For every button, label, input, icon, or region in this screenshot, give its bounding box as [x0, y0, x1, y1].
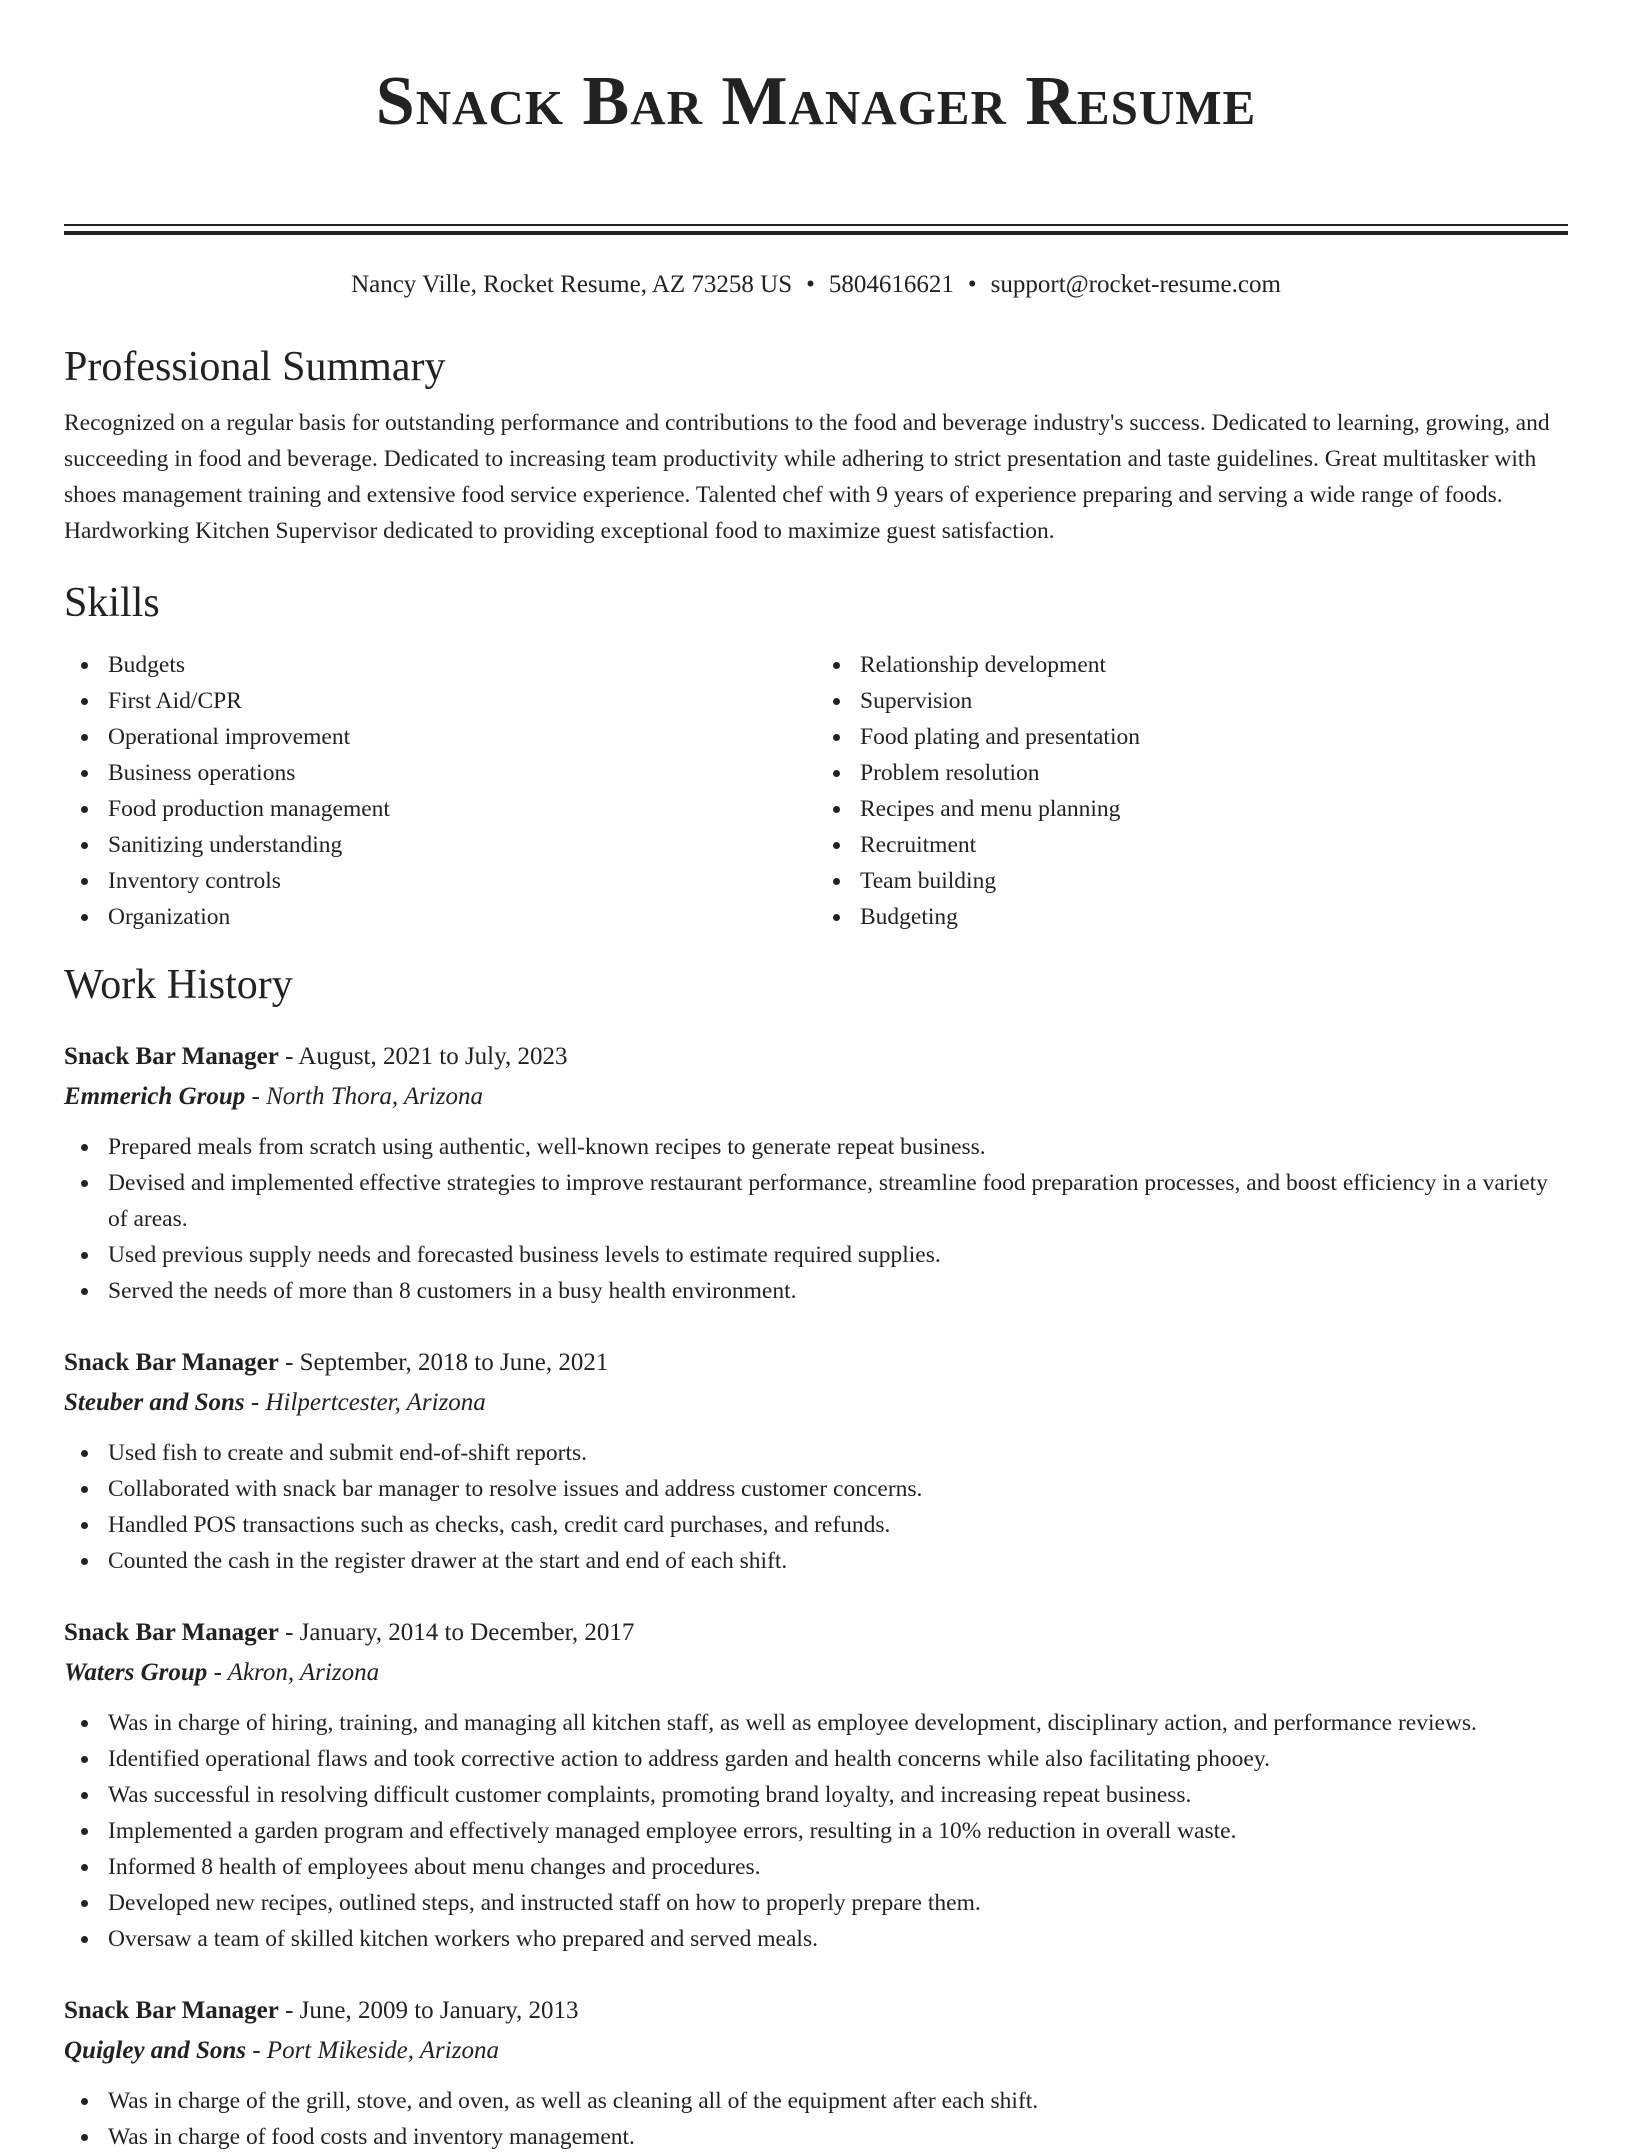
job-location: - North Thora, Arizona: [245, 1083, 484, 1110]
job-duties: [64, 1129, 1568, 1309]
job-company: Quigley and Sons: [64, 2037, 246, 2064]
job-dates: - January, 2014 to December, 2017: [278, 1619, 635, 1646]
skill-item: Food plating and presentation: [816, 719, 1568, 755]
job-duty-item: Oversaw a team of skilled kitchen workers who prepared and served meals.: [64, 1921, 1568, 1957]
skill-item: Recruitment: [816, 827, 1568, 863]
job-company-line: [64, 1077, 1568, 1117]
job-duty-item: Collaborated with snack bar manager to resolve issues and address customer concerns.: [64, 1471, 1568, 1507]
job-duty-item: Was in charge of food costs and inventory management.: [64, 2119, 1568, 2155]
job-duties: [64, 1705, 1568, 1957]
skill-item: First Aid/CPR: [64, 683, 816, 719]
job-entry: [64, 1613, 1568, 1957]
job-location: - Hilpertcester, Arizona: [244, 1389, 486, 1416]
skill-item: Supervision: [816, 683, 1568, 719]
job-duty-item: Counted the cash in the register drawer at the start and end of each shift.: [64, 1543, 1568, 1579]
skills-list: [64, 647, 1568, 935]
job-company-line: [64, 2031, 1568, 2071]
job-title-line: [64, 1991, 1568, 2031]
job-title-line: [64, 1613, 1568, 1653]
job-duties: [64, 2083, 1568, 2155]
skill-item: Organization: [64, 899, 816, 935]
contact-separator: •: [806, 271, 815, 298]
job-company-line: [64, 1653, 1568, 1693]
job-duty-item: Was in charge of the grill, stove, and oven, as well as cleaning all of the equipment after each shift.: [64, 2083, 1568, 2119]
contact-separator: •: [967, 271, 977, 298]
skill-item: Business operations: [64, 755, 816, 791]
skill-item: Food production management: [64, 791, 816, 827]
job-duties: [64, 1435, 1568, 1579]
job-role: Snack Bar Manager: [64, 1349, 279, 1376]
job-role: Snack Bar Manager: [64, 1043, 279, 1070]
skill-item: Operational improvement: [64, 719, 816, 755]
job-title-line: [64, 1343, 1568, 1383]
job-duty-item: Was in charge of hiring, training, and managing all kitchen staff, as well as employee development, disciplinary action, and performance reviews.: [64, 1705, 1568, 1741]
job-location: - Akron, Arizona: [207, 1659, 380, 1686]
skills-column-right: [816, 647, 1568, 935]
contact-email: support@rocket-resume.com: [990, 271, 1281, 298]
work-history-heading: Work History: [64, 962, 293, 1008]
job-duty-item: Used fish to create and submit end-of-shift reports.: [64, 1435, 1568, 1471]
job-location: - Port Mikeside, Arizona: [245, 2037, 499, 2064]
job-company: Emmerich Group: [64, 1083, 246, 1110]
resume-title: Snack Bar Manager Resume: [375, 63, 1257, 140]
skill-item: Budgeting: [816, 899, 1568, 935]
contact-phone: 5804616621: [828, 271, 954, 298]
job-duty-item: Identified operational flaws and took corrective action to address garden and health concerns while also facilitating phooey.: [64, 1741, 1568, 1777]
divider-thin-line: [64, 224, 1568, 226]
job-company: Steuber and Sons: [64, 1389, 245, 1416]
job-duty-item: Devised and implemented effective strategies to improve restaurant performance, streamline food preparation processes, and boost efficiency in a variety of areas.: [64, 1165, 1568, 1237]
job-company: Waters Group: [64, 1659, 208, 1686]
skills-column-left: [64, 647, 816, 935]
job-dates: - September, 2018 to June, 2021: [278, 1349, 609, 1376]
contact-address: Nancy Ville, Rocket Resume, AZ 73258 US: [351, 271, 793, 298]
job-title-line: [64, 1037, 1568, 1077]
job-duty-item: Served the needs of more than 8 customers in a busy health environment.: [64, 1273, 1568, 1309]
job-dates: - June, 2009 to January, 2013: [278, 1997, 579, 2024]
job-duty-item: Handled POS transactions such as checks, cash, credit card purchases, and refunds.: [64, 1507, 1568, 1543]
skill-item: Inventory controls: [64, 863, 816, 899]
job-company-line: [64, 1383, 1568, 1423]
job-entry: [64, 1037, 1568, 1309]
job-entry: [64, 1343, 1568, 1579]
skill-item: Relationship development: [816, 647, 1568, 683]
job-duty-item: Developed new recipes, outlined steps, and instructed staff on how to properly prepare them.: [64, 1885, 1568, 1921]
job-duty-item: Was successful in resolving difficult customer complaints, promoting brand loyalty, and increasing repeat business.: [64, 1777, 1568, 1813]
skill-item: Problem resolution: [816, 755, 1568, 791]
job-dates: - August, 2021 to July, 2023: [278, 1043, 568, 1070]
job-role: Snack Bar Manager: [64, 1619, 279, 1646]
skill-item: Budgets: [64, 647, 816, 683]
title-divider: [64, 224, 1568, 235]
summary-text: Recognized on a regular basis for outstanding performance and contributions to the food and beverage industry's success. Dedicated to learning, growing, and succeeding in food and beverage. Dedicated to increasing team productivity while adhering to strict presentation and taste guidelines. Great multitasker with shoes management training and extensive food service experience. Talented chef with 9 years of experience preparing and serving a wide range of foods. Hardworking Kitchen Supervisor dedicated to providing exceptional food to maximize guest satisfaction.: [64, 410, 1550, 544]
job-entry: [64, 1991, 1568, 2155]
job-duty-item: Used previous supply needs and forecasted business levels to estimate required supplies.: [64, 1237, 1568, 1273]
job-duty-item: Informed 8 health of employees about menu changes and procedures.: [64, 1849, 1568, 1885]
job-duty-item: Implemented a garden program and effectively managed employee errors, resulting in a 10% reduction in overall waste.: [64, 1813, 1568, 1849]
skill-item: Team building: [816, 863, 1568, 899]
contact-line: [64, 269, 1568, 301]
skill-item: Sanitizing understanding: [64, 827, 816, 863]
divider-thick-line: [64, 231, 1568, 235]
skills-heading: Skills: [64, 580, 160, 626]
job-duty-item: Prepared meals from scratch using authentic, well-known recipes to generate repeat business.: [64, 1129, 1568, 1165]
skill-item: Recipes and menu planning: [816, 791, 1568, 827]
summary-heading: Professional Summary: [64, 344, 446, 390]
job-role: Snack Bar Manager: [64, 1997, 279, 2024]
